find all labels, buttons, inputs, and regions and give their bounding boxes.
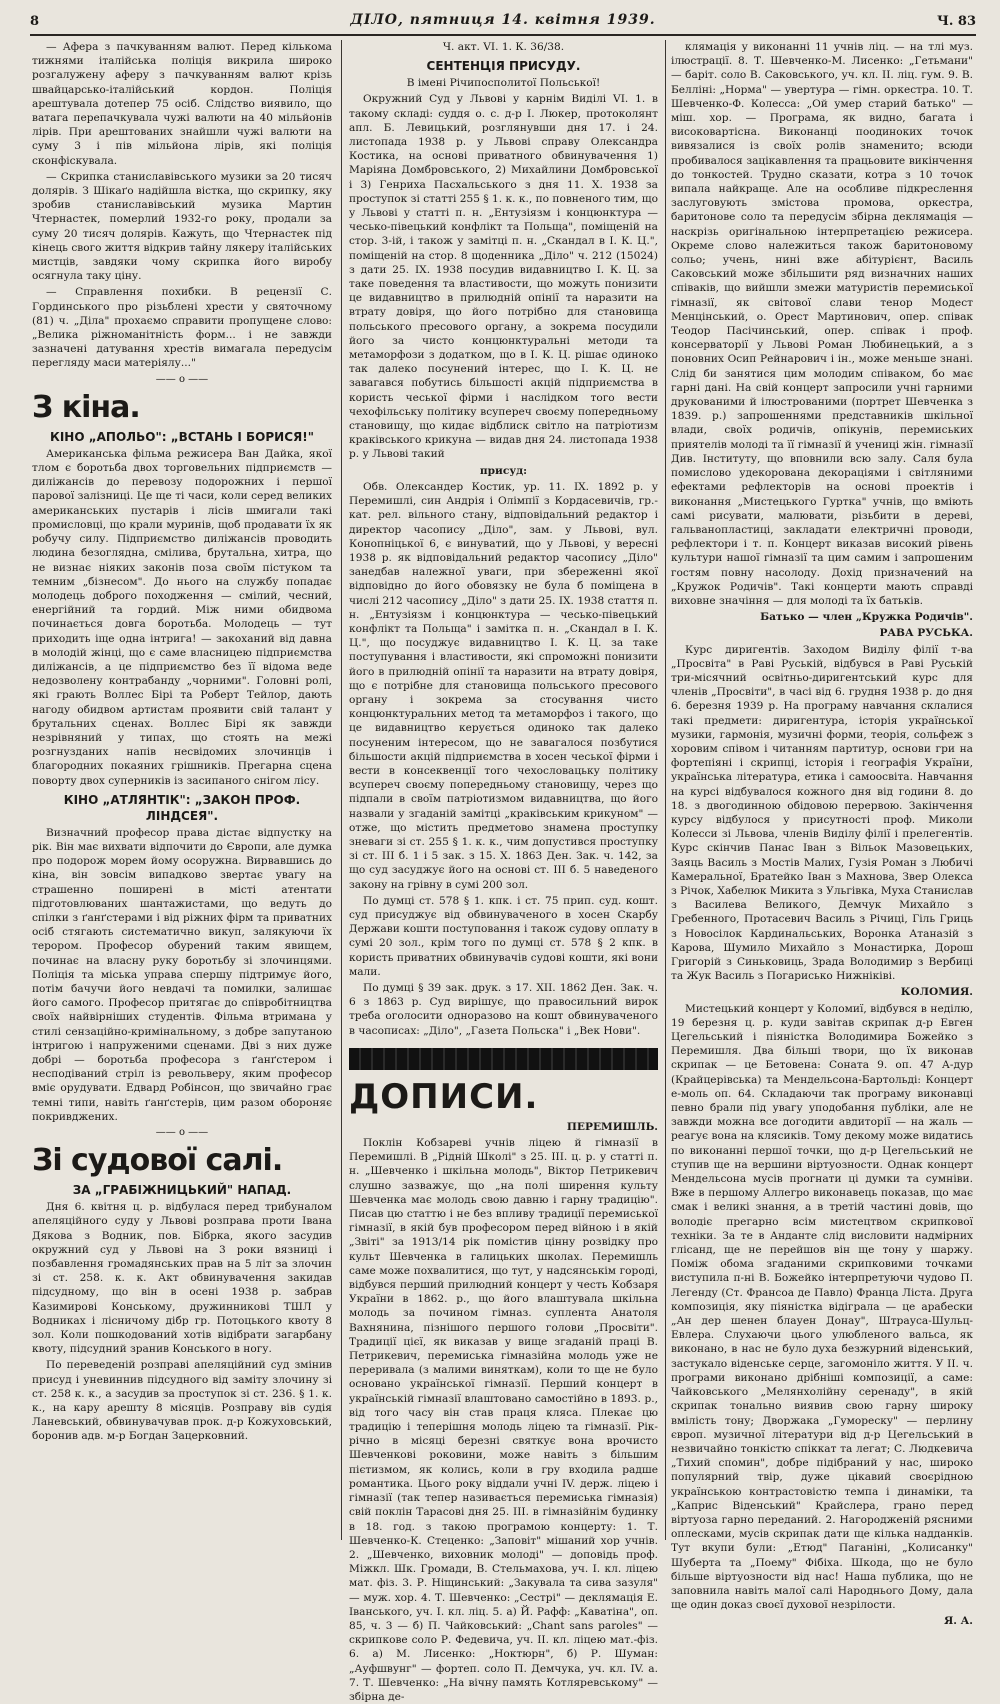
correspondence-peremyshl-cont: клямація у виконанні 11 учнів ліц. — на тлі муз. ілюстрації. 8. Т. Шевченко-М. Лисенко: „Гетьмани" — баріт. соло В. Саковського, уч. кл. II. ліц. гум. 9. В. Белліні: „Норма" — увертура — гімн. оркестра. 10. Т. Шевченко-Ф. Колесса: „Ой умер старий батько" — міш. хор. — Програма, як видно, багата і високовартісна. Виконанці поодиноких точок вивязалися із своїх ролів знаменито; всюди пробивалося зацікавлення та працьовите викінчення до тонкостей. Трудно сказати, котра з 10 точок випала найкраще. Але на особливе підкреслення заслуговують змістова промова, оркестра, баритонове соло та передусім збірна деклямація — наскрізь оригінальною інтерпретацією режисера. Окреме слово належиться також баритоновому сольо; учень, нині вже абітурієнт, Василь Саковський може збільшити ряд визначних наших співаків, що вийшли змежи матуристів перемиської гімназії, як світової слави тенор Модест Менцінський, о. Орест Мартинович, опер. співак Теодор Пасічинський, опер. співак і проф. консерваторії у Львові Роман Любинецький, а з поновних Осип Рейнарович і ін., може меньше знані. Слід би занятися цим молодим співаком, бо має гарні дані. На свій концерт запросили учні гарними друкованими й ілюстрованими (портрет Шевченка з 1839. р.) запрошеннями представників шкільної влади, своїх родичів, опікунів, перемиських приятелів молоді та її гімназії й учениці жін. гімназії Див. Інституту, що вповнили всю залу. Саля була помислово удекорована декораціями і світляними ефектами рефлекторів на основі проектів і виконання „Мистецького Гуртка" учнів, що вміють самі рисувати, малювати, різьбити в дереві, гальванопластиці, закладати електричні проводи, рефлектори і т. п. Концерт виказав високий рівень культури нашої гімназії та цим самим і запрошеним гостям повну насолоду. Дохід призначений на „Кружок Родичів". Такі концерти мають справді виховне значіння — для молоді та їх батьків. xyxy=(671,41,973,607)
page-number: 8 xyxy=(30,14,40,29)
verdict-label: присуд: xyxy=(479,464,528,477)
issue-number: Ч. 83 xyxy=(936,14,976,29)
dateline-kolomyia: КОЛОМИЯ. xyxy=(900,986,973,999)
black-banner-bar xyxy=(349,1048,658,1070)
subheading-sentence: СЕНТЕНЦІЯ ПРИСУДУ. xyxy=(426,59,581,74)
column-rule xyxy=(341,40,342,1540)
subheading-robbery: ЗА „ГРАБІЖНИЦЬКИЙ" НАПАД. xyxy=(72,1183,292,1198)
subheading-atlantic: КІНО „АТЛЯНТІК": „ЗАКОН ПРОФ. ЛІНДСЕЯ". xyxy=(63,792,301,823)
sentence-body-3: По думці ст. 578 § 1. кпк. і ст. 75 прип. суд. кошт. суд присуджує від обвинуваченого в хосен Скарбу Держави кошти поступовання і також судову оплату в сумі 20 зол., крім того по думці ст. 578 § 2 кпк. в користь приватних обвинувачів судові кошти, які вони мали. xyxy=(349,894,658,978)
ornament-divider: —— o —— xyxy=(155,1127,209,1139)
sentence-body-4: По думці § 39 зак. друк. з 17. XII. 1862 Ден. Зак. ч. 6 з 1863 р. Суд вирішує, що правосильний вирок треба оголосити одноразово на кошт обвинуваченого в часописах: „Діло", „Газета Польска" і „Век Нови". xyxy=(349,982,658,1037)
section-title-court: Зі судової салі. xyxy=(32,1143,283,1179)
section-title-correspondence: ДОПИСИ. xyxy=(349,1076,539,1117)
dateline-peremyshl: ПЕРЕМИШЛЬ. xyxy=(566,1120,658,1133)
section-title-cinema: З кіна. xyxy=(32,389,140,425)
signature-author: Я. А. xyxy=(943,1615,973,1628)
signature-parent: Батько — член „Кружка Родичів". xyxy=(760,611,973,624)
case-reference: Ч. акт. VI. 1. К. 36/38. xyxy=(442,41,565,53)
correspondence-kolomyia: Мистецький концерт у Коломиї, відбувся в неділю, 19 березня ц. р. куди завітав скрипак д-р Евген Цегельський і піяністка Володимира Божейко з Перемишля. Два більші твори, що їх виконав скрипак — це Бетовена: Соната 9. оп. 47 А-дур (Крайцерівська) та Мендельсона-Бартольді: Концерт е-моль оп. 64. Складаючи так програму виконавці певно брали під увагу уподобання публіки, але не завжди можна все догодити авдиторії — на жаль — реагує вона на клясиків. Тому декому може видатись по виконанні першої точки, що д-р Цегельський не ступив ще на вершини віртуозности. Однак концерт Мендельсона мусів прогнати ці думки та сумніви. Вже в першому Аллегро виконавець показав, що має смак і великі знання, а в третій частині довів, що володіє прегарно всім мистецтвом скрипкової техніки. За те в Андантe слід висловити надмірних глісанд, ще не перейшов він ще тону у шаржу. Поміж обома згаданими скрипковими точками виступила п-ні В. Божейко інтерпретуючи чудово П. Легенду (Ст. Франсоа де Павло) Франца Ліста. Друга композиція, яку піяністка відіграла — це арабески „Ан дер шенен блауен Донау", Штрауса-Шульц-Евлера. Слухаючи цього улюбленого вальса, як виконано, в нас не було духа безжурний віденський, застукало віденське серце, загомоніло життя. У II. ч. програми виконано дрібніші композиції, а саме: Чайковського „Мелянхолійну серенаду", в якій скрипак тонально виявив свою гарну широку вмілість тону; Дворжака „Гумореску" — перлину європ. музичної літератури від д-р Цегельський в незвичайно тонкістю спіккат та легат; С. Людкевича „Тихий спомин", добре підібраний у нас, широко популярний твір, дуже цікавий своєрідною українською контрастовістю темпа і динаміки, та „Каприс Віденський" Крайслера, грано перед віртуоза гарно переданий. 2. Нагородженій рясними оплесками, мусів скрипак дати ще кілька надданків. Тут вкупи були: „Етюд" Паганіні, „Колисанку" Шуберта та „Поему" Фібіха. Шкода, що не було більше віртуозности від нас! Наша публика, що не заповнила навіть малої салі Народнього Дому, дала ще один доказ своєї духової незрілости. xyxy=(671,1002,973,1612)
ornament-divider: —— o —— xyxy=(155,373,209,385)
review-atlantic: Визначний професор права дістає відпустку на рік. Він має вихвати відпочити до Європи, але думка про подорож морем йому осоружна. Вирвавшись до кіна, він зовсім випадково звертає увагу на страшенно поширені в місті атентати підготовлюваних шантажистами, що ведуть до спілки з ґанґстерами і від ріжних фірм та приватних осіб стягають систематично викуп, залякуючи їх терором. Професор обурений таким явищем, починає на власну руку боротьбу зі злочинцями. Поліція та міська управа спершу підтримує його, потім бачучи його невдачі та помилки, залишає його самого. Професор притягає до співробітництва своїх найвірніших студентів. Фільма втримана у стилі сензаційно-кримінальному, з добре запутаною інтригою і напруженими сценами. Дві з них дуже добрі — боротьба професора з ґанґстером і несподіваний стріл із револьверу, яким професор вміє орудувати. Едвард Робінсон, що звичайно грає темні типи, навіть ґанґстерів, цим разом обороняє покривджених. xyxy=(32,826,332,1123)
column-2 xyxy=(349,40,658,1703)
correspondence-peremyshl: Поклін Кобзареві учнів ліцею й гімназії в Перемишлі. В „Рідній Школі" з 25. III. ц. р. у статті п. н. „Шевченко і шкільна молодь", Віктор Петрикевич слушно зазважує, що „на полі ширення культу Шевченка має молодь свою давню і гарну традицію". Писав цю статтю і не без впливу традиції перемиської гімназії, в якій був професором перед війною і в якій „Звіті" за 1913/14 рік помістив цінну розвідку про культ Шевченка в галицьких школах. Перемишль саме може похвалитися, що тут, у надсянськім городі, відбувся перший прилюдний концерт у честь Кобзаря України в 1862. р., що його влаштувала шкільна молодь за почином гімназ. суплента Анатоля Вахнянина, пізнішого першого голови „Просвіти". Традиції цієї, як виказав у вище згаданій праці В. Петрикевич, перемиська гімназійна молодь уже не переривала (з малими виняткам), коли то ще не було основано української гімназії. Перший концерт в українській гімназії влаштовано самостійно в 1893. р., від того часу він став праця кляса. Плекає цю традицію і теперішня молодь ліцею та гімназії. Рік-річно в місяці березні святкує вона врочисто Шевченкові роковини, може навіть з більшим пієтизмом, як колись, коли в гру входила радше романтика. Цього року віддали учні IV. держ. ліцею і гімназії (так тепер називається перемиська гімназія) свій поклін Тарасові дня 25. III. в гімназійнім будинку в 18. год. з такою програмою концерту: 1. Т. Шевченко-К. Стеценко: „Заповіт" мішаний хор учнів. 2. „Шевченко, виховник молоді" — доповідь проф. Міжкл. Шк. Громади, В. Стельмахова, уч. І. кл. ліцею мат. фіз. 3. Р. Ніщинський: „Закувала та сива зазуля" — муж. хор. 4. Т. Шевченко: „Сестрі" — деклямація Е. Іванського, уч. І. кл. ліц. 5. а) Й. Рафф: „Каватіна", оп. 85, ч. 3 — б) П. Чайковський: „Chant sans paroles" — скрипкове соло Р. Федевича, уч. ІІ. кл. ліцею мат.-фіз. 6. а) М. Лисенко: „Ноктюрн", б) Р. Шуман: „Ауфшвунг" — фортеп. соло П. Демчука, уч. кл. IV. а. 7. Т. Шевченко: „На вічну память Котляревському" — збірна де- xyxy=(349,1137,658,1703)
page-header xyxy=(30,8,976,36)
sentence-body-2: Обв. Олександер Костик, ур. 11. IX. 1892 р. у Перемишлі, син Андрія і Олімпії з Кордасевичів, гр.-кат. рел. вільного стану, відповідальний редактор і директор часопису „Діло", зам. у Львові, вул. Конопніцької 6, є винуватий, що у Львові, у вересні 1938 р. як відповідальний редактор часопису „Діло" занедбав належної уваги, при збереженні якої відповідно до його обовязку не була б поміщена в числі 212 часопису „Діло" з дати 25. IX. 1938 стаття п. н. „Ентузіязм і концюнктура — чесько-півецький конфлікт та Польща" і замітка п. н. „Скандал в І. К. Ц.", що посуджує видавництво І. К. Ц. за таке поступування і властивости, які спроможні понизити його в прилюдній опінії та наразити на втрату довіря, що є потрібне для становища польського пресового органу і зокрема за стосування чисто концюнктуральних метод та метаморфоз і такого, що це видавництво керується одиноко так далеко посуненим інтересом, що не завагалося позбутися більшости акцій підприємства в хосен чеської фірми і вести в консеквенції того чехословацьку політику всупереч своєму попередньому становищу, через що підпали в своїм патріотизмом видавництва, що його назвали у згаданій замітці „краківським крикуном" — отже, що містить предметово знамена проступку зневаги зі ст. 255 § 1. к. к., чим допустився проступку зі ст. ІІІ б. 1 і 5 зак. з 15. X. 1863 Ден. Зак. ч. 142, за що суд засуджує його на основі ст. ІІІ б. 5 наведеного закону на грівну в сумі 200 зол. xyxy=(349,480,658,891)
news-item-currency: — Афера з пачкуванням валют. Перед кількома тижнями італійська поліція викрила широко розгалужену аферу з пачкуванням валют крізь швайцарсько-італійський кордон. Поліція арештувала дотепер 75 осіб. Слідство виявило, що ватага перепачкувала чужі валюти на 40 мільйонів лірів. При арештованих знайшли чужі валюти на суму 3 і пів мільйона лірів, які поліція сконфіскувала. xyxy=(32,41,332,167)
court-report-2: По переведеній розправі апеляційний суд змінив присуд і уневиннив підсудного від заміту злочину зі ст. 258 к. к., а засудив за проступок зі ст. 236. § 1. к. к., на кару арешту 8 місяців. Розправу вів судія Ланевський, обвинувачував прок. д-р Кожуховський, боронив адв. м-р Богдан Зацерковний. xyxy=(32,1359,332,1443)
column-3 xyxy=(671,40,973,1628)
review-apollo: Американська фільма режисера Ван Дайка, якої тлом є боротьба двох торговельних підприємств — диліжансів до перевозу подорожних і першої парової залізниці. Це ще ті часи, коли серед великих американських пустарів і лісів шмигали такі промисловці, що крали муринів, щоб продавати їх як робучу силу. Підприємство диліжансів проводить людина безоглядна, смілива, брутальна, хитра, що не визнає ніяких законів поза своїм пістуком та темним „бізнесом". До нього на службу попадає молодець доброго походження — смілий, чесний, енергійний та гордий. Між ними обидвома починається довга боротьба. Молодець — тут приходить іще одна інтрига! — закоханий від давна в молодій жінці, що є саме власницею підприємства диліжансів, а це підприємство без її відома веде недозволену контрабанду „чорними". Головні ролі, які грають Воллес Бірі та Роберт Тейлор, дають нагоду обидвом артистам проявити свій талант у брутальних сценах. Воллес Бірі як завжди незрівняний у типах, що стоять на межі розгнузданих напів несвідомих злочинців і благородних покаяних грішників. Прегарна сцена поворту двох суперників із засипаного снігом лісу. xyxy=(32,447,332,787)
subheading-apollo: КІНО „АПОЛЬО": „ВСТАНЬ І БОРИСЯ!" xyxy=(50,429,314,444)
correspondence-rava-ruska: Курс диригентів. Заходом Виділу філії т-ва „Просвіта" в Раві Руській, відбувся в Раві Руській три-місячний освітньо-диригентський курс для членів „Просвіти", в часі від 6. грудня 1938 р. до дня 6. березня 1939 р. На програму навчання склалися такі предмети: диригентура, історія української музики, гармонія, музичні форми, теорія, сольфеж з хоровим співом і читанням партитур, основи гри на фортепіяні і скрипці, історія і географія України, українська література, етика і самоосвіта. Навчання на курсі відбувалося кожного дня від години 8. до 18. з двогодинною обідовою перервою. Закінчення курсу відбулося у присутності проф. Миколи Колесси зі Львова, членів Виділу філії і прелегентів. Курс скінчив Панас Іван з Вільок Мазовецьких, Заяць Василь з Мостів Малих, Гузія Роман з Любичі Камеральної, Братейко Іван з Махнова, Звер Олекса з Річок, Хабелюк Микита з Ульгівка, Муха Станислав з Василева Великого, Демчук Михайло з Гребенного, Протасевич Василь з Річиці, Гіль Гриць з Новосілок Кардинальських, Воронка Атаназій з Карова, Шумило Михайло з Монастирка, Дорош Григорій з Синьковиць, Зрада Володимир з Вербиці та Жук Василь з Погарисько Нижніківі. xyxy=(671,643,973,983)
sentence-body-1: Окружний Суд у Львові у карнім Виділі VI. 1. в такому складі: суддя о. с. д-р І. Люкер, протоколянт апл. Б. Левицький, розглянувши дня 17. і 24. листопада 1938 р. у Львові справу Олександра Костика, на основі приватного обвинувачення 1) Маріяна Домбровського, 2) Михайлини Домбровської і 3) Генриха Пасхальського з дня 11. X. 1938 за проступок зі статті 255 § 1. к. к., по повненого тим, що у Львові у статті п. н. „Ентузіязм і концюнктура — чесько-півецький конфлікт та Польща", поміщеній на стор. 3-ій, і також у замітці п. н. „Скандал в І. К. Ц.", поміщеній на стор. 8 щоденника „Діло" ч. 212 (15024) з дати 25. IX. 1938 посудив видавництво І. К. Ц. за таке поведення та властивости, що можуть понизити це видавництво в прилюдній опінії та наразити на втрату довіря, що його потрібно для становища польського пресового органу, а зокрема посудили його за чисто концюнктуральні методи та метаморфози з додатком, що в І. К. Ц. рішає одиноко так далеко посунений інтерес, що І. К. Ц. не завагався побутись більшості акцій підприємства в користь чеської фірми і наслідком того вести чехофільську політику всупереч своєму попередньому становищу, що кидає відблиск світло на патріотизм краківського крикуна — видав дня 24. листопада 1938 р. у Львові такий xyxy=(349,93,658,461)
column-rule xyxy=(665,40,666,1540)
sentence-invocation: В імені Річипосполитої Польської! xyxy=(406,77,601,90)
column-1 xyxy=(32,40,332,1540)
news-item-correction: — Справлення похибки. В рецензії С. Гординського про різьблені хрести у святочному (81) ч. „Діла" прохаємо справити пропущене слово: „Велика ріжноманітність форм... і не завжди зазначені датування хрестів вимагала передусім перегляду маси матеріялу..." xyxy=(32,286,332,370)
masthead-title: ДІЛО, пятниця 14. квітня 1939. xyxy=(350,12,656,28)
dateline-rava-ruska: РАВА РУСЬКА. xyxy=(879,627,973,640)
news-item-violin: — Скрипка станиславівського музики за 20 тисяч долярів. З Шікаґо надійшла вістка, що скрипку, яку зробив станиславівський музика Мартин Чтернастек, померлий 1932-го року, продали за суму 20 тисяч долярів. Кажуть, що Чтернастек під кінець свого життя відкрив тайну лякеру італійських мистців, завдяки чому скрипка його виробу осягнула таку ціну. xyxy=(32,170,332,283)
court-report-1: Дня 6. квітня ц. р. відбулася перед трибуналом апеляційного суду у Львові розправа проти Івана Дякова з Водник, пов. Бібрка, якого засудив окружний суд у Львові на 3 роки вязниці і позбавлення громадянських прав на 5 літ за злочин зі ст. 258. к. к. Акт обвинувачення закидав підсудному, що він в осені 1938 р. забрав Казимирові Конському, дружинникові ТШЛ у Водниках і лісничому дібр гр. Потоцького квоту 8 зол. Коли пошкодований хотів відібрати загарбану квоту, підсудний зранив Конського в ногу. xyxy=(32,1201,332,1356)
